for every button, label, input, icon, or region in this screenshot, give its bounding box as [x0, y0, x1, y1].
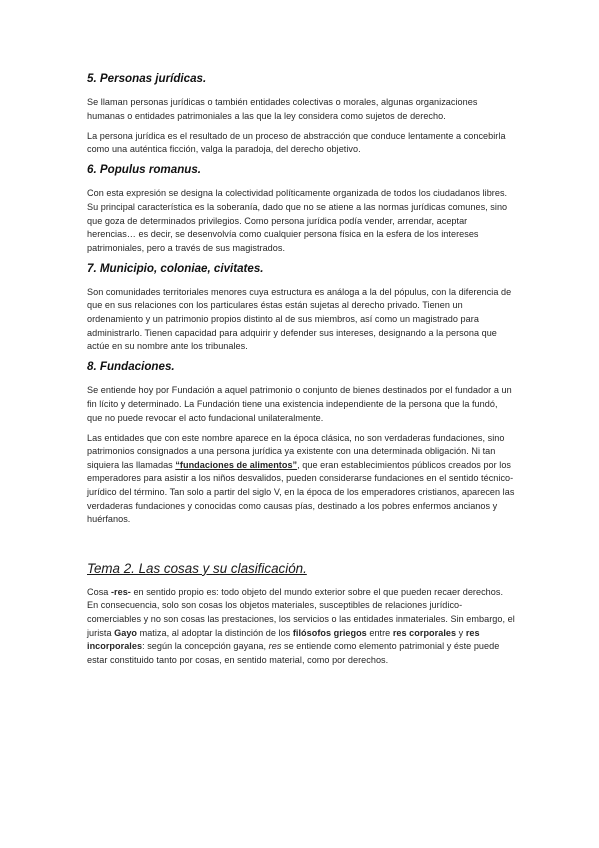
text-run: entre: [366, 627, 393, 638]
fundaciones-de-alimentos-term: “fundaciones de alimentos”: [175, 459, 298, 470]
text-run: Las entidades que con este nombre aparece en la época clásica, no son verdaderas fundaciones, sino patrimonios consignados a una persona jurídica ya existente con una determinada obligación. Ni tan siquiera las llamadas: [87, 432, 505, 470]
gayo-term: Gayo: [114, 627, 138, 638]
section-6-paragraph-1: Con esta expresión se designa la colectividad políticamente organizada de todos los ciudadanos libres. Su principal característica es la soberanía, dado que no se atiene a las normas jurídicas comunes, sino que goza de determinados privilegios. Como persona jurídica podía vender, arrendar, aceptar herencias… es decir, se desenvolvía como cualquier persona física en la esfera de los intereses patrimoniales, pero a través de sus magistrados.: [87, 188, 508, 253]
section-5-paragraph-2: La persona jurídica es el resultado de un proceso de abstracción que conduce lentamente a concebirla como una auténtica ficción, valga la paradoja, del derecho objetivo.: [87, 130, 506, 155]
res-corporales-term: res corporales: [392, 627, 457, 638]
filosofos-griegos-term: filósofos griegos: [292, 627, 367, 638]
section-8-paragraph-1: Se entiende hoy por Fundación a aquel patrimonio o conjunto de bienes destinados por el fundador a un fin lícito y determinado. La Fundación tiene una existencia independiente de la persona que la fundó, que no puede revocar el acto fundacional unilateralmente.: [87, 385, 512, 423]
text-run: : según la concepción gayana,: [142, 641, 269, 652]
text-run: matiza, al adoptar la distinción de los: [137, 627, 293, 638]
section-6-heading: 6. Populus romanus.: [87, 163, 202, 177]
res-term: -res-: [110, 586, 131, 597]
section-8-heading: 8. Fundaciones.: [87, 360, 175, 374]
section-7-paragraph-1: Son comunidades territoriales menores cuya estructura es análoga a la del pópulus, con la diferencia de que en sus relaciones con los particulares éstas están sujetas al derecho privado. Tienen un ordenamiento y un patrimonio propios distinto al de sus miembros, así como un magistrado para administrarlo. Tienen capacidad para adquirir y defender sus intereses, designando a la persona que actúe en su nombre ante los tribunales.: [87, 286, 512, 352]
section-7-heading: 7. Municipio, coloniae, civitates.: [87, 261, 264, 275]
text-run: Cosa: [87, 586, 111, 597]
section-5-heading: 5. Personas jurídicas.: [87, 72, 207, 85]
text-run: se entiende como elemento patrimonial y éste puede estar constituido tanto por cosas, en sentido material, como por derechos.: [87, 641, 500, 665]
text-run: , que eran establecimientos públicos creados por los emperadores para asistir a los niños desvalidos, pueden considerarse fundaciones en el sentido técnico-jurídico del término. Tan solo a partir del siglo V, en la época de los emperadores cristianos, aparecen las verdaderas fundaciones y conocidas como causas pías, destinado a los pobres enfermos ancianos y huérfanos.: [87, 459, 515, 525]
section-5-paragraph-1: Se llaman personas jurídicas o también entidades colectivas o morales, algunas organizaciones humanas o entidades patrimoniales a las que la ley considera como sujetos de derecho.: [87, 97, 478, 121]
section-8-paragraph-2: [87, 432, 515, 527]
res-incorporales-term: res incorporales: [87, 627, 480, 652]
res-italic-term: res: [268, 641, 282, 652]
tema-2-paragraph-1: [87, 586, 515, 668]
text-run: y: [456, 627, 466, 638]
tema-2-heading: Tema 2. Las cosas y su clasificación.: [87, 560, 307, 576]
text-run: en sentido propio es: todo objeto del mundo exterior sobre el que pueden recaer derechos. En consecuencia, solo son cosas los objetos materiales, susceptibles de relaciones jurídico-comerciables y no son cosas las prestaciones, los servicios o las entidades inmateriales. Sin embargo, el jurista: [87, 586, 515, 638]
